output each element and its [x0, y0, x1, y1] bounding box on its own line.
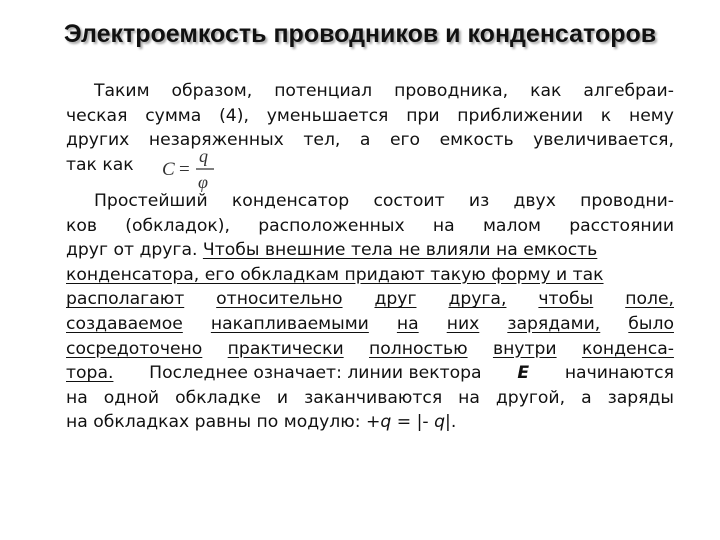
word: проводни- [580, 191, 674, 211]
underlined-text-tora: тора. [66, 363, 114, 384]
word: увеличивается, [533, 130, 674, 151]
paragraph-2-line-8 [66, 361, 674, 386]
charge-equality-text: на обкладках равны по модулю: + [66, 412, 381, 433]
word: располагают [66, 289, 185, 310]
word: внутри [492, 338, 557, 359]
word: одной [103, 387, 160, 408]
word: Таким [94, 81, 150, 101]
paragraph-2 [66, 189, 674, 435]
so-as-text: так как [66, 154, 134, 175]
word: его [389, 130, 421, 151]
word: заканчиваются [304, 387, 443, 408]
word: относительно [216, 289, 343, 310]
word: малом [482, 215, 541, 236]
paragraph-2-line-6 [66, 312, 674, 337]
word: приближении [457, 105, 584, 126]
word: друга, [448, 289, 507, 310]
word: нему [628, 105, 674, 126]
paragraph-1 [66, 79, 674, 177]
word: накапливаемыми [210, 313, 369, 334]
word: на [396, 313, 419, 334]
word: них [446, 313, 480, 334]
word: (4), [219, 105, 249, 126]
word: чтобы [538, 289, 594, 310]
word: а [581, 387, 592, 408]
charge-close-text: |. [445, 412, 457, 433]
word: полностью [369, 338, 468, 359]
underlined-text-2: конденсатора, его обкладкам придают такую форму и так [66, 264, 604, 285]
word: сумма [145, 105, 202, 126]
begin-text: начинаются [559, 363, 674, 384]
paragraph-1-line-4 [66, 153, 674, 178]
word: тел, [303, 130, 341, 151]
word: а [359, 130, 371, 151]
word: образом, [171, 81, 253, 101]
paragraph-2-line-4 [66, 263, 674, 288]
word: из [468, 191, 490, 211]
word: ков [66, 215, 98, 236]
paragraph-2-line-9 [66, 386, 674, 411]
word: Простейший [94, 191, 208, 211]
word: другой, [495, 387, 566, 408]
word: расположенных [258, 215, 405, 236]
word: к [600, 105, 612, 126]
word: ческая [66, 105, 128, 126]
word: (обкладок), [125, 215, 230, 236]
between-each-other-text: друг от друга. [66, 240, 203, 261]
word: поле, [625, 289, 674, 310]
word: расстоянии [569, 215, 674, 236]
word: незаряженных [148, 130, 284, 151]
word: двух [513, 191, 556, 211]
word: других [66, 130, 130, 151]
word: сосредоточено [66, 338, 203, 359]
paragraph-2-line-3 [66, 238, 674, 263]
capacitance-formula [160, 148, 220, 192]
slide-title: Электроемкость проводников и конденсаторов [63, 20, 657, 48]
word: как [530, 81, 562, 101]
word: потенциал [274, 81, 373, 101]
word: заряды [607, 387, 674, 408]
word: практически [227, 338, 344, 359]
word: алгебраи- [583, 81, 674, 101]
vector-e-symbol: E [517, 363, 530, 384]
formula-denominator: φ [198, 172, 208, 192]
formula-lhs: C [162, 159, 175, 180]
word: конденса- [581, 338, 674, 359]
word: зарядами, [507, 313, 601, 334]
word: было [628, 313, 674, 334]
paragraph-2-line-1 [66, 189, 674, 214]
paragraph-2-line-2 [66, 214, 674, 239]
word: емкость [439, 130, 514, 151]
paragraph-1-line-1 [66, 79, 674, 104]
paragraph-2-line-10 [66, 410, 674, 435]
word: и [276, 387, 289, 408]
word: проводника, [394, 81, 509, 101]
word: на [458, 387, 480, 408]
word: уменьшается [266, 105, 389, 126]
word: на [66, 387, 88, 408]
paragraph-1-line-3 [66, 128, 674, 153]
word: конденсатор [231, 191, 350, 211]
lines-of-vector-text: Последнее означает: линии вектора [143, 363, 488, 384]
word: друг [374, 289, 417, 310]
word: создаваемое [66, 313, 183, 334]
charge-equals-text: = |- [391, 412, 435, 433]
charge-q-symbol-2: q [434, 412, 446, 433]
paragraph-2-line-7 [66, 337, 674, 362]
word: обкладке [175, 387, 261, 408]
formula-numerator: q [199, 146, 208, 166]
underlined-text-1: Чтобы внешние тела не влияли на емкость [202, 240, 598, 261]
formula-equals: = [179, 159, 190, 180]
paragraph-1-line-2 [66, 104, 674, 129]
paragraph-2-line-5 [66, 287, 674, 312]
word: на [432, 215, 455, 236]
word: состоит [373, 191, 445, 211]
word: при [406, 105, 440, 126]
charge-q-symbol-1: q [380, 412, 392, 433]
